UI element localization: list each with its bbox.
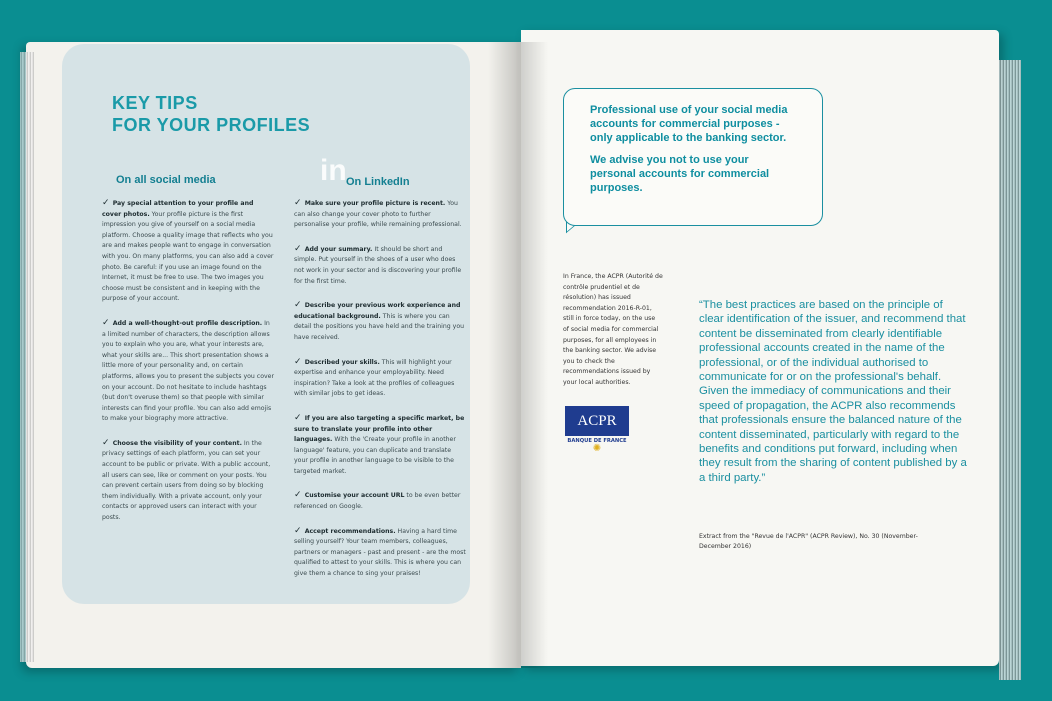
quote-paragraph-1: “The best practices are based on the principle of clear identification of the issuer, and recommend that content be disseminated from clearly identifiable professional accounts created in the name of the professional, or of the individual authorised to communicate for or on the professional's behalf.: [699, 299, 966, 384]
tip-item: ✓ Pay special attention to your profile and cover photos. Your profile picture is the first impression you give of yourself on a social media platform. Choose a quality image that reflects who you are and makes people want to engage in conversation with you. On many platforms, you can also add a cover photo. Be careful: if you use an image found on the Internet, it must be free to use. The two images you choose must be consistent and in keeping with the purpose of your account.: [102, 198, 274, 303]
tip-item: ✓ Accept recommendations. Having a hard time selling yourself? Your team members, colleagues, partners or managers - past and present - are the most qualified to attest to your skills. This is where you can give them a chance to sing your praises!: [294, 525, 466, 578]
checkmark-icon: ✓: [294, 412, 305, 423]
checkmark-icon: ✓: [294, 300, 305, 311]
col2-heading: On LinkedIn: [346, 176, 410, 188]
checkmark-icon: ✓: [102, 437, 113, 448]
checkmark-icon: ✓: [294, 356, 305, 367]
tip-item: ✓ Make sure your profile picture is recent. You can also change your cover photo to further personalise your profile, while remaining professional.: [294, 198, 462, 229]
col1-heading: On all social media: [116, 174, 216, 186]
title-line-1: KEY TIPS: [112, 93, 198, 113]
checkmark-icon: ✓: [294, 490, 305, 501]
tip-item: ✓ Described your skills. This will highlight your expertise and enhance your employability. Need inspiration? Take a look at the profiles of colleagues with similar jobs to get ideas.: [294, 356, 455, 398]
title-line-2: FOR YOUR PROFILES: [112, 115, 311, 135]
checkmark-icon: ✓: [102, 198, 113, 208]
tip-item: ✓ Customise your account URL to be even better referenced on Google.: [294, 490, 461, 511]
flower-icon: ✺: [592, 443, 602, 454]
checkmark-icon: ✓: [294, 198, 305, 208]
banque-de-france-text: BANQUE DE FRANCE: [567, 438, 627, 444]
tip-item: ✓ If you are also targeting a specific market, be sure to translate your profile into other languages. With the 'Create your profile in another language' feature, you can duplicate and translate your profile in another language to be visible to the targeted market.: [294, 412, 465, 475]
tip-item: ✓ Describe your previous work experience and educational background. This is where you can detail the positions you have held and the training you have received.: [294, 300, 465, 341]
acpr-quote: [699, 298, 967, 485]
checkmark-icon: ✓: [102, 317, 113, 328]
bubble-heading: Professional use of your social media accounts for commercial purposes - only applicable to the banking sector.: [590, 104, 788, 144]
quote-source: Extract from the "Revue de l'ACPR" (ACPR Review), No. 30 (November-December 2016): [699, 533, 918, 550]
acpr-logo-text: ACPR: [565, 406, 629, 436]
col2-tips: [294, 198, 466, 593]
quote-paragraph-2: Given the immediacy of communications and their speed of propagation, the ACPR also recommends that professionals ensure the balanced nature of the content disseminated, particularly with regard to the benefits and conditions put forward, including when they result from the sharing of content published by a a third party.”: [699, 385, 967, 484]
speech-bubble: [563, 88, 823, 226]
bubble-advice: We advise you not to use your personal accounts for commercial purposes.: [590, 154, 770, 194]
checkmark-icon: ✓: [294, 525, 305, 536]
page-title: [112, 92, 310, 136]
tip-item: ✓ Choose the visibility of your content. In the privacy settings of each platform, you can set your account to be public or private. With a public account, all users can see, like or comment on your posts. You can prevent certain users from doing so by blocking them individually. With a private account, only your contacts or approved users can interact with your posts.: [102, 437, 271, 522]
col1-tips: [102, 198, 274, 537]
acpr-logo: [565, 406, 629, 462]
tip-item: ✓ Add a well-thought-out profile description. In a limited number of characters, the description allows you to explain who you are, what your interests are, what your skills are... This short presentation shows a little more of your personality and, on certain platforms, allows you to present the subjects you cover on your account. Do not hesitate to include hashtags (but don't overuse them) so that people with similar interests can find your profile. You can also add emojis to make your biography more attractive.: [102, 317, 274, 423]
tip-item: ✓ Add your summary. It should be short and simple. Put yourself in the shoes of a user who does not work in your sector and is discovering your profile for the first time.: [294, 243, 462, 285]
acpr-note: In France, the ACPR (Autorité de contrôle prudentiel et de résolution) has issued recommendation 2016-R-01, still in force today, on the use of social media for commercial purposes, for all employees in the banking sector. We advise you to check the recommendations issued by your local authorities.: [563, 273, 663, 386]
checkmark-icon: ✓: [294, 243, 305, 254]
linkedin-icon: in: [320, 154, 347, 187]
